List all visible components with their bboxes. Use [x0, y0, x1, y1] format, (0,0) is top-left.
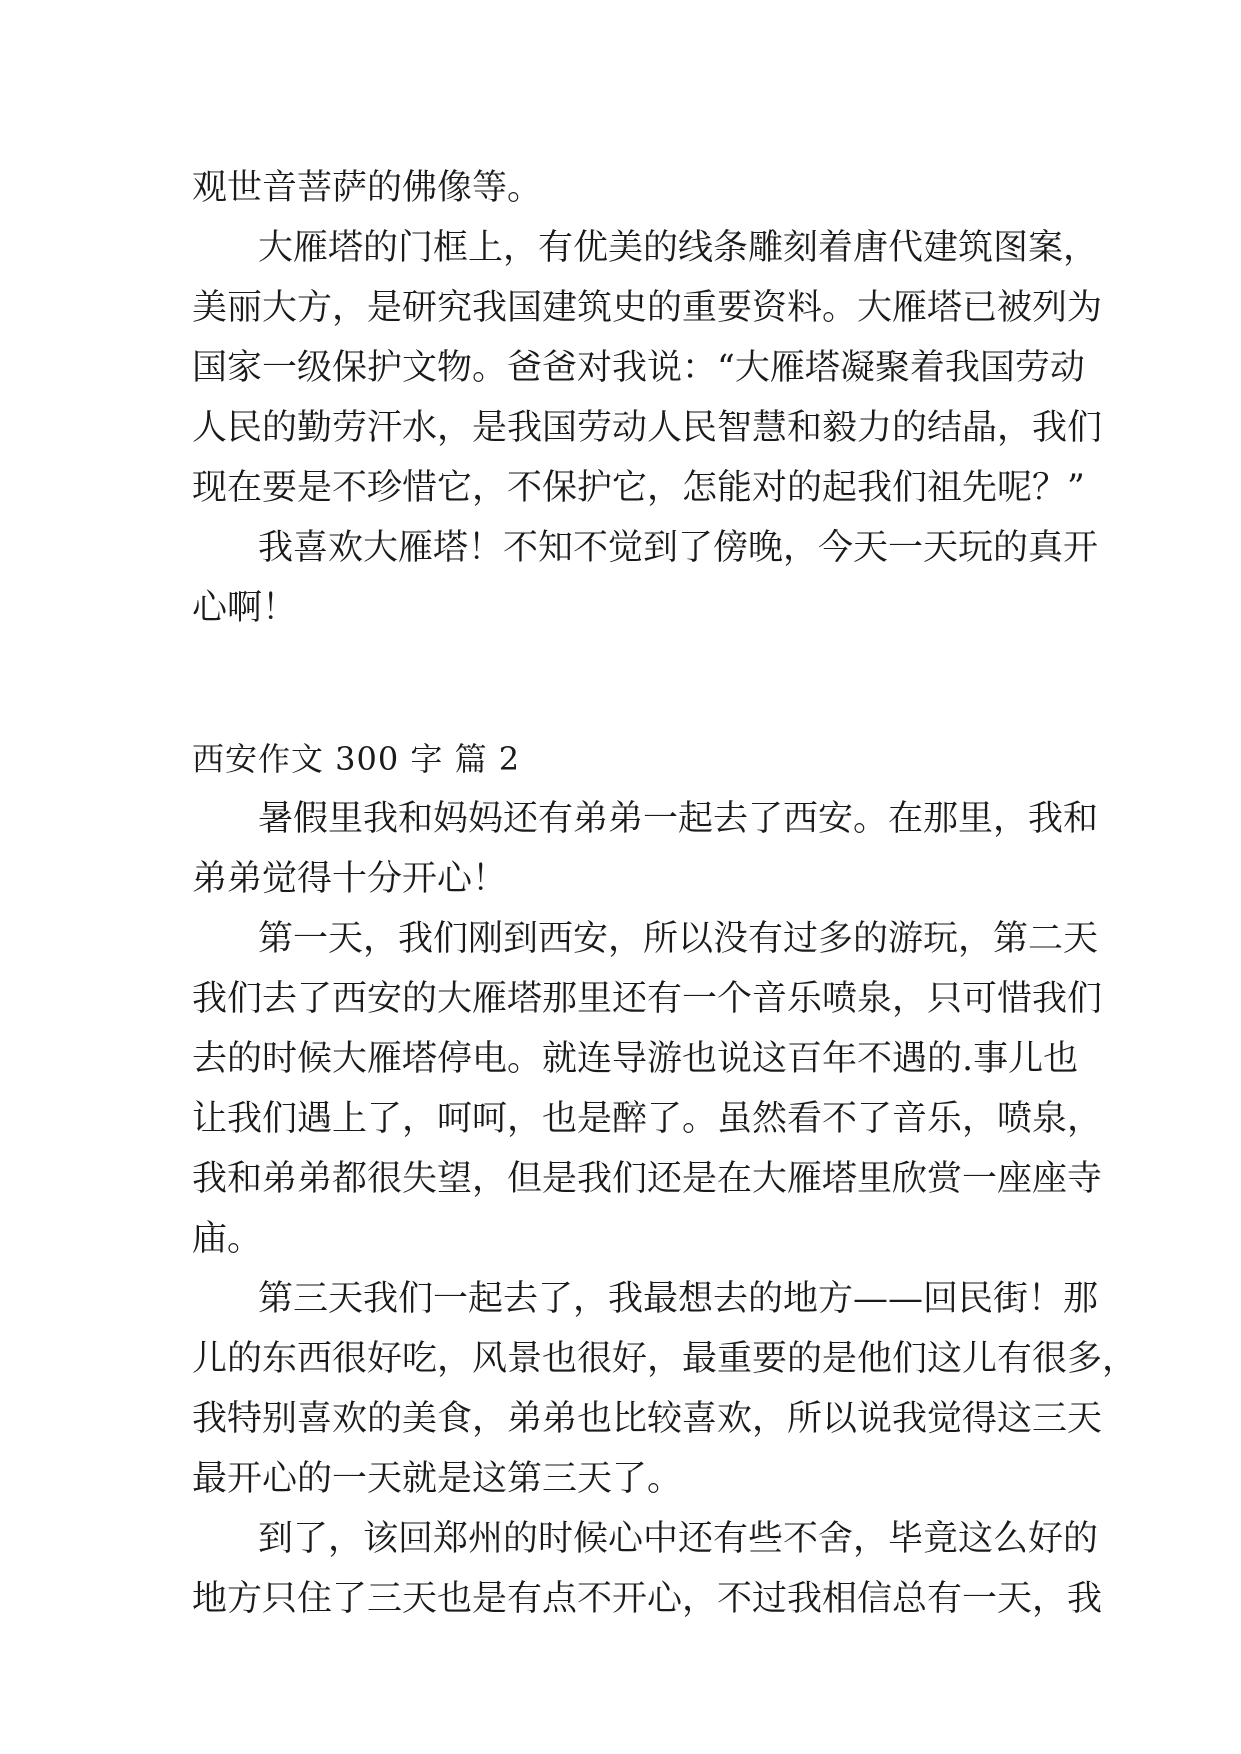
section-gap [192, 638, 1058, 729]
text-line: 弟弟觉得十分开心！ [192, 859, 508, 899]
text-line: 观世音菩萨的佛像等。 [192, 168, 543, 208]
text-line: 暑假里我和妈妈还有弟弟一起去了西安。在那里，我和 [258, 799, 1099, 839]
text-line: 第三天我们一起去了，我最想去的地方——回民街！那 [258, 1279, 1099, 1319]
text-line: 大雁塔的门框上，有优美的线条雕刻着唐代建筑图案， [258, 228, 1099, 268]
text-line: 人民的勤劳汗水，是我国劳动人民智慧和毅力的结晶，我们 [192, 408, 1103, 448]
text-line: 让我们遇上了，呵呵，也是醉了。虽然看不了音乐，喷泉， [192, 1099, 1103, 1139]
text-line: 美丽大方，是研究我国建筑史的重要资料。大雁塔已被列为 [192, 288, 1103, 328]
text-line: 地方只住了三天也是有点不开心，不过我相信总有一天，我 [192, 1579, 1103, 1619]
text-line: 最开心的一天就是这第三天了。 [192, 1459, 683, 1499]
text-line: 国家一级保护文物。爸爸对我说：“大雁塔凝聚着我国劳动 [192, 348, 1085, 388]
text-line: 到了，该回郑州的时候心中还有些不舍，毕竟这么好的 [258, 1519, 1099, 1559]
text-line: 去的时候大雁塔停电。就连导游也说这百年不遇的.事儿也 [192, 1039, 1079, 1079]
text-line: 现在要是不珍惜它，不保护它，怎能对的起我们祖先呢？” [192, 468, 1085, 508]
text-line: 我喜欢大雁塔！不知不觉到了傍晚，今天一天玩的真开 [258, 528, 1099, 568]
section-heading: 西安作文 300 字 篇 2 [192, 740, 521, 778]
document-body [192, 158, 1138, 1629]
text-line: 我特别喜欢的美食，弟弟也比较喜欢，所以说我觉得这三天 [192, 1399, 1103, 1439]
text-line: 心啊！ [192, 588, 298, 628]
text-line: 我们去了西安的大雁塔那里还有一个音乐喷泉，只可惜我们 [192, 979, 1103, 1019]
text-line: 庙。 [192, 1219, 263, 1259]
text-line: 我和弟弟都很失望，但是我们还是在大雁塔里欣赏一座座寺 [192, 1159, 1103, 1199]
text-line: 儿的东西很好吃，风景也很好，最重要的是他们这儿有很多， [192, 1339, 1138, 1379]
text-line: 第一天，我们刚到西安，所以没有过多的游玩，第二天 [258, 919, 1099, 959]
